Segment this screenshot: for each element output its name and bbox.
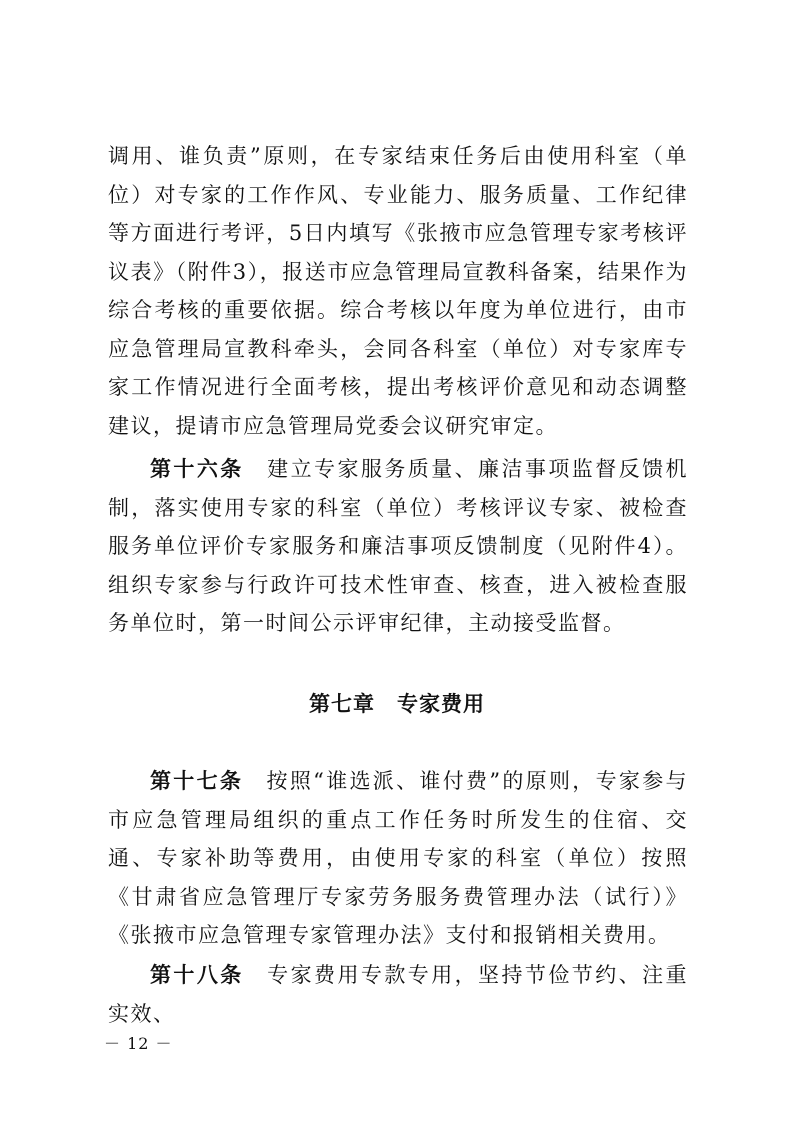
- article-16-label: 第十六条: [150, 457, 244, 481]
- article-18-text: 专家费用专款专用，坚持节俭节约、注重实效、: [108, 963, 689, 1026]
- article-17: [108, 762, 688, 955]
- article-17-text: 按照“谁选派、谁付费”的原则，专家参与市应急管理局组织的重点工作任务时所发生的住宿、交通、专家补助等费用，由使用专家的科室（单位）按照《甘肃省应急管理厅专家劳务服务费管理办法（试行）》《张掖市应急管理专家管理办法》支付和报销相关费用。: [108, 769, 689, 947]
- paragraph-text: 调用、谁负责”原则，在专家结束任务后由使用科室（单位）对专家的工作作风、专业能力、服务质量、工作纪律等方面进行考评，5日内填写《张掖市应急管理专家考核评议表》（附件3），报送市应急管理局宣教科备案，结果作为综合考核的重要依据。综合考核以年度为单位进行，由市应急管理局宣教科牵头，会同各科室（单位）对专家库专家工作情况进行全面考核，提出考核评价意见和动态调整建议，提请市应急管理局党委会议研究审定。: [108, 144, 688, 438]
- article-16-text: 建立专家服务质量、廉洁事项监督反馈机制，落实使用专家的科室（单位）考核评议专家、被检查服务单位评价专家服务和廉洁事项反馈制度（见附件4）。组织专家参与行政许可技术性审查、核查，进入被检查服务单位时，第一时间公示评审纪律，主动接受监督。: [108, 457, 689, 635]
- article-18-label: 第十八条: [150, 963, 244, 987]
- article-18: [108, 956, 688, 1033]
- article-17-label: 第十七条: [150, 769, 244, 793]
- chapter-7-heading: 第七章 专家费用: [309, 692, 485, 716]
- paragraph-continuation: [108, 137, 688, 445]
- article-16: [108, 450, 688, 643]
- page-number: － 12 －: [104, 1034, 173, 1053]
